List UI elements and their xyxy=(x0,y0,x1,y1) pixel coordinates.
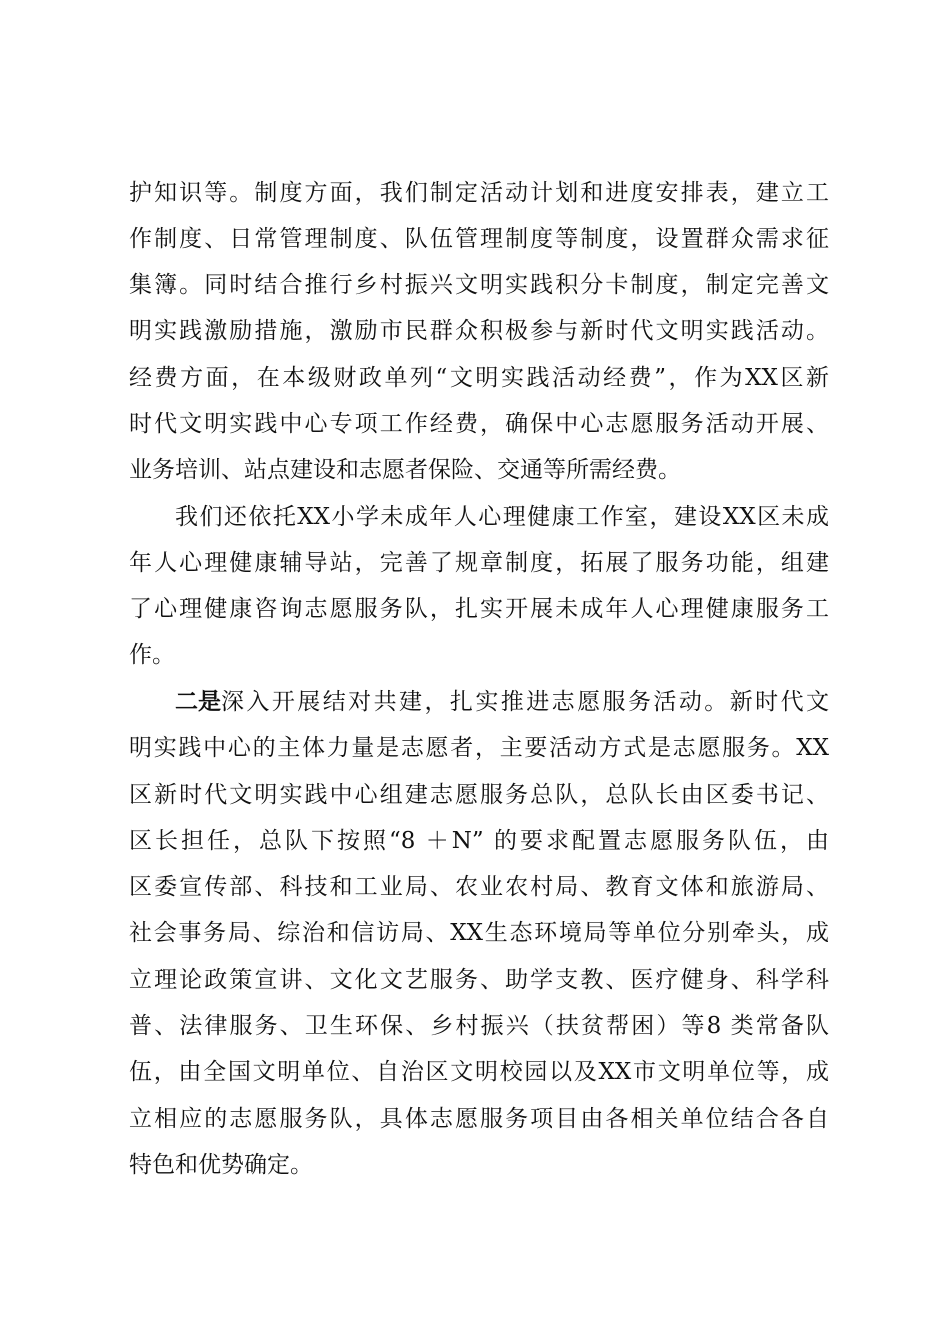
paragraph-2-line-1: 我们还依托XX小学未成年人心理健康工作室，建设XX区未成 xyxy=(175,504,829,530)
paragraph-1-line-5: 经费方面，在本级财政单列“文明实践活动经费”，作为XX区新 xyxy=(129,365,829,391)
paragraph-3-line-10: 立相应的志愿服务队，具体志愿服务项目由各相关单位结合各自 xyxy=(129,1106,829,1132)
paragraph-3-line-1 xyxy=(175,679,829,725)
paragraph-2-line-3: 了心理健康咨询志愿服务队，扎实开展未成年人心理健康服务工 xyxy=(129,596,829,622)
paragraph-3-line-2: 明实践中心的主体力量是志愿者，主要活动方式是志愿服务。XX xyxy=(129,735,829,761)
paragraph-3-lead: 二是 xyxy=(175,688,221,715)
paragraph-1-line-4: 明实践激励措施，激励市民群众积极参与新时代文明实践活动。 xyxy=(129,318,829,344)
paragraph-3-line-8: 普、法律服务、卫生环保、乡村振兴（扶贫帮困）等8 类常备队 xyxy=(129,1013,829,1039)
paragraph-1-line-3: 集簿。同时结合推行乡村振兴文明实践积分卡制度，制定完善文 xyxy=(129,272,829,298)
paragraph-3-line-11: 特色和优势确定。 xyxy=(129,1152,313,1178)
paragraph-2-line-2: 年人心理健康辅导站，完善了规章制度，拓展了服务功能，组建 xyxy=(129,550,829,576)
paragraph-3-line-6: 社会事务局、综治和信访局、XX生态环境局等单位分别牵头，成 xyxy=(129,920,829,946)
paragraph-1-line-6: 时代文明实践中心专项工作经费，确保中心志愿服务活动开展、 xyxy=(129,411,829,437)
paragraph-1-line-1: 护知识等。制度方面，我们制定活动计划和进度安排表，建立工 xyxy=(129,180,829,206)
paragraph-3-line-4: 区长担任，总队下按照“8 ＋N” 的要求配置志愿服务队伍，由 xyxy=(129,828,829,854)
paragraph-2-line-4: 作。 xyxy=(129,642,175,668)
paragraph-3-line-1-text: 深入开展结对共建，扎实推进志愿服务活动。新时代文 xyxy=(221,689,829,715)
paragraph-1-line-7: 业务培训、站点建设和志愿者保险、交通等所需经费。 xyxy=(129,457,681,483)
paragraph-3-line-7: 立理论政策宣讲、文化文艺服务、助学支教、医疗健身、科学科 xyxy=(129,967,829,993)
paragraph-1-line-2: 作制度、日常管理制度、队伍管理制度等制度，设置群众需求征 xyxy=(129,226,829,252)
paragraph-3-line-3: 区新时代文明实践中心组建志愿服务总队，总队长由区委书记、 xyxy=(129,782,829,808)
paragraph-3-line-5: 区委宣传部、科技和工业局、农业农村局、教育文体和旅游局、 xyxy=(129,874,829,900)
paragraph-3-line-9: 伍，由全国文明单位、自治区文明校园以及XX市文明单位等，成 xyxy=(129,1059,829,1085)
